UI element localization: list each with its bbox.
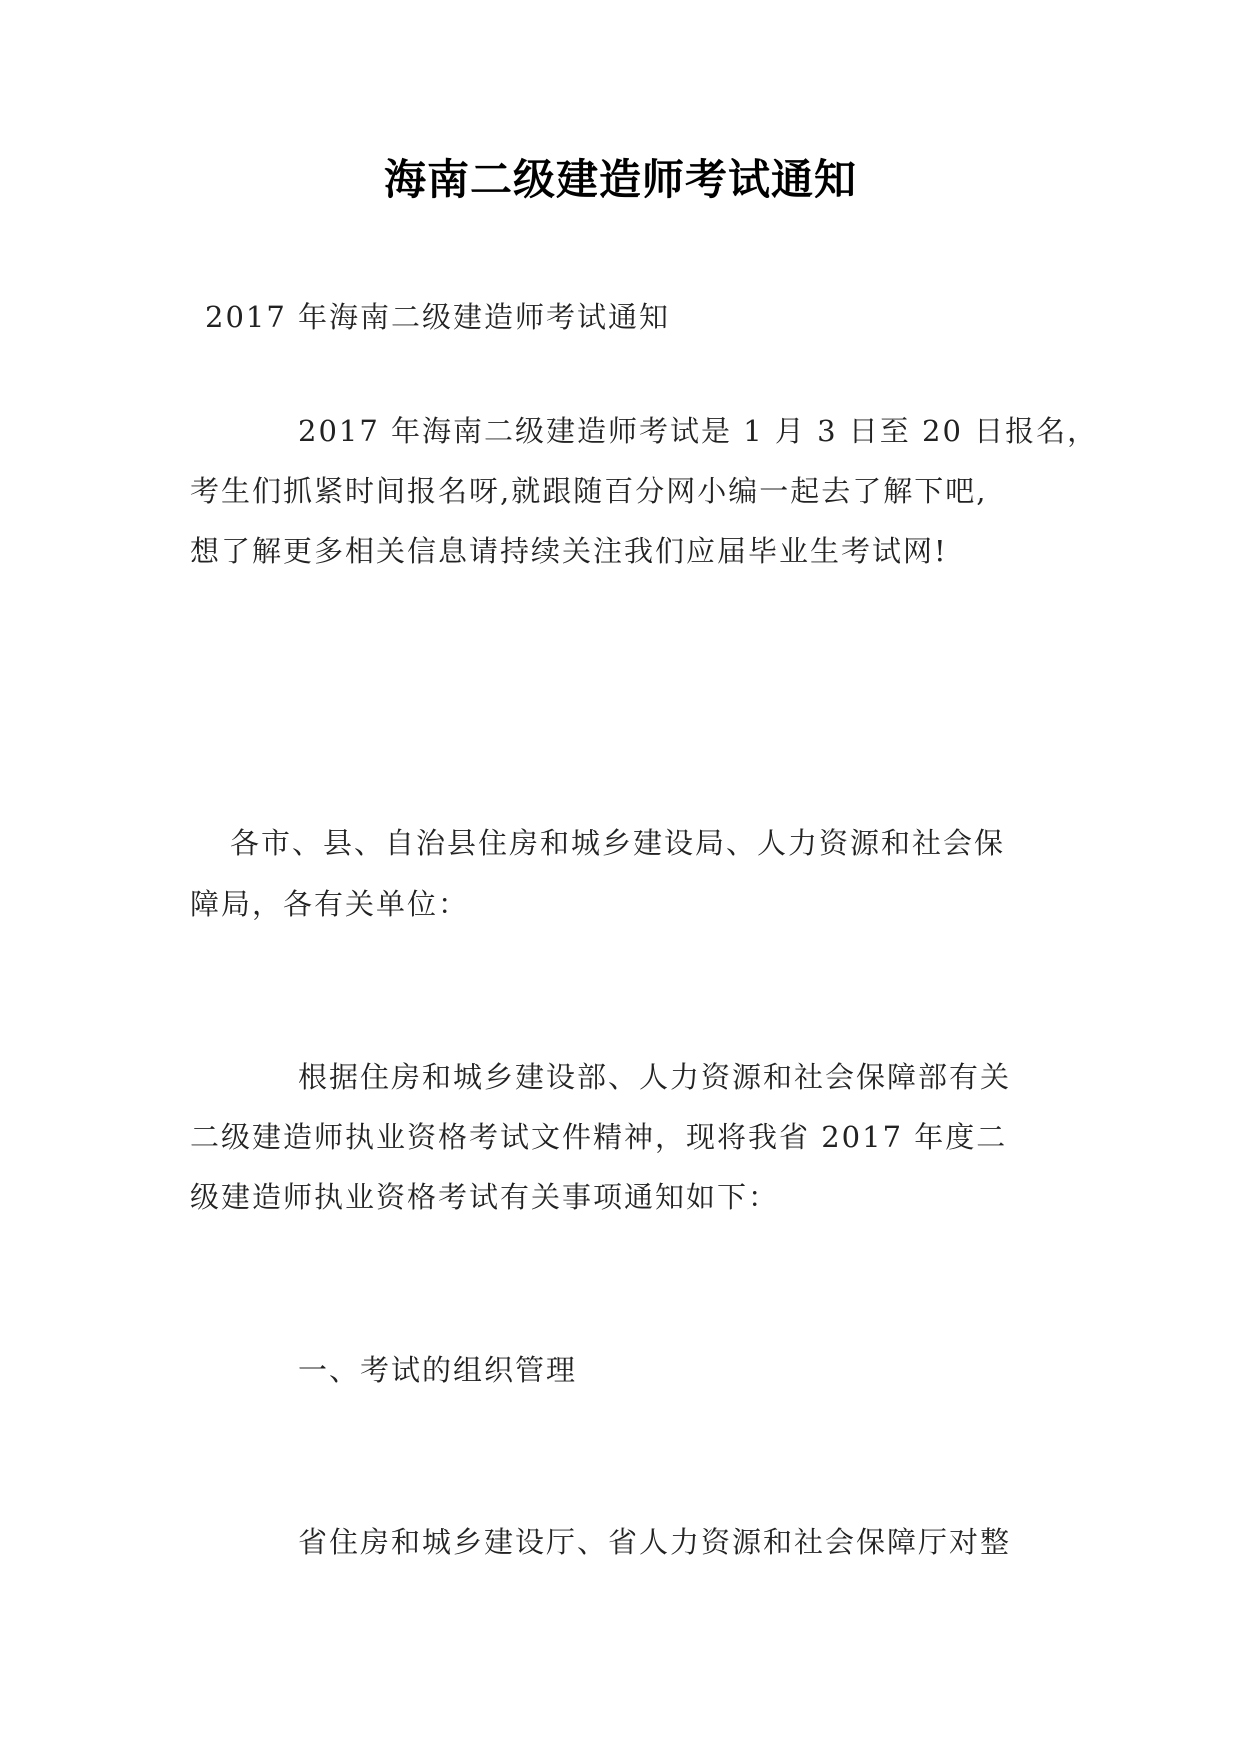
body-line-2: 二级建造师执业资格考试文件精神，现将我省 2017 年度二 xyxy=(190,1120,1008,1154)
salutation-line-1: 各市、县、自治县住房和城乡建设局、人力资源和社会保 xyxy=(230,826,1006,860)
intro-line-1: 2017 年海南二级建造师考试是 1 月 3 日至 20 日报名， xyxy=(298,414,1099,448)
document-subtitle: 2017 年海南二级建造师考试通知 xyxy=(205,300,671,334)
section-heading: 一、考试的组织管理 xyxy=(298,1353,578,1387)
body-line-1: 根据住房和城乡建设部、人力资源和社会保障部有关 xyxy=(298,1060,1012,1094)
intro-line-3: 想了解更多相关信息请持续关注我们应届毕业生考试网! xyxy=(190,534,948,568)
section-text-line-1: 省住房和城乡建设厅、省人力资源和社会保障厅对整 xyxy=(298,1525,1012,1559)
salutation-line-2: 障局，各有关单位： xyxy=(190,887,470,921)
document-title: 海南二级建造师考试通知 xyxy=(383,155,857,204)
intro-line-2: 考生们抓紧时间报名呀,就跟随百分网小编一起去了解下吧, xyxy=(190,474,988,508)
body-line-3: 级建造师执业资格考试有关事项通知如下： xyxy=(190,1180,780,1214)
